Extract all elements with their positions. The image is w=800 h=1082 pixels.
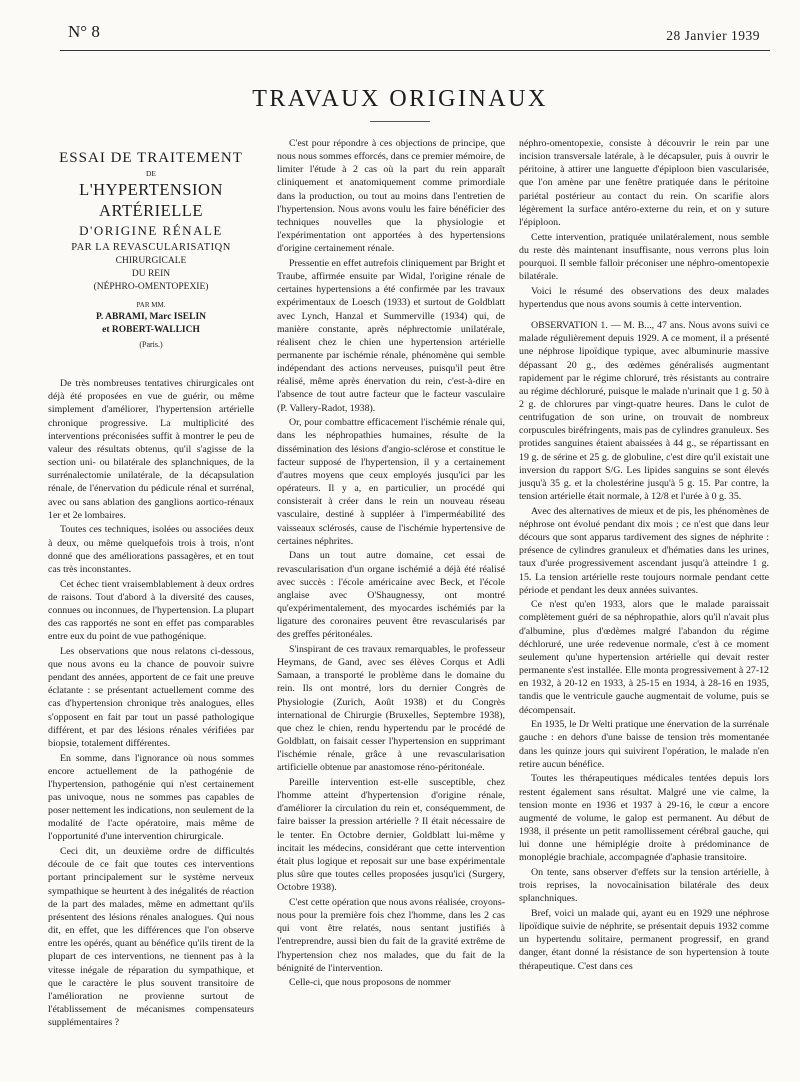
paragraph: Les observations que nous relatons ci-dessous, que nous avons eu la chance de pouvoir suivre pendant des années, apportent de ce fait une preuve éclatante : se présentant actuellement comme des cas d'hypertension chronique très analogues, elles s'opposent en fait par tout un passé pathologique différent, et par des lésions rénales vérifiées par biopsie, totalement différentes. [48,645,254,749]
column-3 [519,137,769,973]
column-2 [277,137,505,990]
paragraph: Voici le résumé des observations des deux malades hypertendus que nous avons soumis à cette intervention. [519,285,769,310]
article-title-line: DU REIN [131,269,171,279]
paragraph: Toutes les thérapeutiques médicales tentées depuis lors restent également sans résultat. Malgré une vie calme, la tension monte en 1936 et 1937 à 29-16, le cœur a encore augmenté de volume, le galop est permanent. Au début de 1938, il présente un petit ramollissement cérébral gauche, qui lui donne une hémiplégie droite à prédominance de monoplégie brachiale, accompagnée d'aphasie transitoire. [519,773,769,864]
paragraph: Celle-ci, que nous proposons de nommer [289,977,451,989]
paragraph: Cette intervention, pratiquée unilatéralement, nous semble du reste dès maintenant insuffisante, nous verrons plus loin pourquoi. Il semble falloir préconiser une néphro-omentopexie bilatérale. [519,231,769,283]
paragraph: Pressentie en effet autrefois cliniquement par Bright et Traube, affirmée ensuite par Widal, l'origine rénale de certaines hypertensions a été confirmée par les travaux expérimentaux de Loesch (1933) et surtout de Goldblatt avec Lynch, Hanzal et Summerville (1934) qui, de manière constante, après néphrectomie unilatérale, réalisent chez le chien une hypertension artérielle permanente par ischémie rénale, phénomène qui semble indépendant des actions nerveuses, puisqu'il peut être réalisé, même après énervation du rein, c'est-à-dire en l'absence de tout autre facteur que le facteur vasculaire (P. Vallery-Radot, 1938). [277,257,505,414]
paragraph: S'inspirant de ces travaux remarquables, le professeur Heymans, de Gand, avec ses élèves Corqus et Adli Samaan, a transporté le problème dans le domaine du rein. Ils ont montré, lors du dernier Congrès de Physiologie (Zurich, Août 1938) et du Congrès international de Chirurgie (Bruxelles, Septembre 1938), que chez le chien, rendu hypertendu par le procédé de Goldblatt, on faisait cesser l'hypertension en supprimant l'ischémie rénale, grâce à une revascularisation artificielle obtenue par anastomose réno-péritonéale. [277,643,505,774]
issue-number: N° 8 [68,22,100,41]
paragraph: C'est cette opération que nous avons réalisée, croyons-nous pour la première fois chez l'homme, dans les 2 cas qui vont être relatés, nous sentant justifiés à l'entreprendre, aussi bien du fait de la gravité extrême de l'hypertension chez nos malades, que du fait de la bénignité de l'intervention. [277,896,505,974]
section-title-underline [370,121,430,122]
header-rule [60,50,770,51]
article-authors: P. ABRAMI, Marc ISELIN [95,312,207,322]
section-title: TRAVAUX ORIGINAUX [252,86,548,112]
paragraph: OBSERVATION 1. — M. B..., 47 ans. Nous avons suivi ce malade régulièrement depuis 1929. A ce moment, il a présenté une néphrose lipoïdique typique, avec albuminurie massive dépassant 20 g., des œdèmes généralisés augmentant rapidement par le régime chloruré, très résistants au contraire au régime déchloruré, puisque le malade n'urinait que 1 g. 50 à 2 g. de chlorures par vingt-quatre heures. Dans le culot de centrifugation de son urine, on trouvait de nombreux corpuscules biréfringents, mais pas de cylindres granuleux. Ses protides sanguines étaient abaissées à 44 g., se répartissant en 19 g. de sérine et 25 g. de globuline, c'est dire qu'il existait une inversion du rapport S/G. Les lipides sanguins se sont élevés jusqu'à 35 g. et la cholestérine jusqu'à 5 g. 15. Par contre, la tension artérielle était normale, à 12/8 et l'urée à 0 g. 35. [519,320,769,503]
article-title-line: PAR LA REVASCULARISATIQN [71,242,231,253]
article-authors: et ROBERT-WALLICH [102,325,200,335]
article-title-line: ESSAI DE TRAITEMENT [59,150,243,166]
paragraph: Or, pour combattre efficacement l'ischémie rénale qui, dans les néphropathies humaines, résulte de la dissémination des lésions d'angio-sclérose et constitue le facteur supposé de l'hypertension, il y a certainement d'autres moyens que ceux employés jusqu'ici par les opérateurs. Il y a, en particulier, un procédé qui consisterait à créer dans le rein un nouveau réseau vasculaire, destiné à suppléer à l'imperméabilité des vaisseaux sclérosés, cause de l'ischémie hypertensive de certaines néphrites. [277,417,505,547]
paragraph: En somme, dans l'ignorance où nous sommes encore actuellement de la pathogénie de l'hypertension, pathogénie qui n'est certainement pas univoque, nous ne sommes pas capables de poser nettement les indications, non seulement de la modalité de l'acte opératoire, mais même de l'opportunité d'une intervention chirurgicale. [48,752,254,843]
article-title-line: CHIRURGICALE [115,256,187,266]
article-by: PAR MM. [136,301,166,309]
paragraph: Toutes ces techniques, isolées ou associées deux à deux, ou même quelquefois trois à trois, n'ont donné que des améliorations passagères, et en tout cas très inconstantes. [48,524,254,575]
paragraph: Dans un tout autre domaine, cet essai de revascularisation d'un organe ischémié a déjà été réalisé avec succès : l'école américaine avec Beck, et l'école anglaise avec O'Shaugnessy, ont montré qu'expérimentalement, des myocardes ischémiés par la ligature des coronaires peuvent être revascularisés par des greffes péritonéales. [277,550,505,641]
article-title-line: ARTÉRIELLE [99,201,203,220]
paragraph: C'est pour répondre à ces objections de principe, que nous nous sommes efforcés, dans ce premier mémoire, de limiter l'étude à 2 cas où la part du rein apparaît cliniquement et anatomiquement comme primordiale dans la production, ou tout au moins dans l'entretien de l'hypertension. Nous avons voulu les faire bénéficier des techniques nouvelles que la physiologie et l'expérimentation ont apportées à des hypertensions d'origine certainement rénale. [277,138,505,255]
paragraph: De très nombreuses tentatives chirurgicales ont déjà été proposées en vue de guérir, ou même simplement d'améliorer, l'hypertension artérielle chronique progressive. La multiplicité des interventions préconisées suffit à montrer le peu de valeur des résultats obtenus, qu'il s'agisse de la section uni- ou bilatérale des splanchniques, de la surrénalectomie unilatérale, de la décapsulation rénale, de l'énervation du pédicule rénal et surrénal, avec ou sans ablation des ganglions aortico-rénaux 1er et 2e lombaires. [48,378,254,521]
paragraph: Avec des alternatives de mieux et de pis, les phénomènes de néphrose ont évolué pendant dix mois ; ce n'est que dans leur décours que sont apparus tardivement des signes de néphrite : présence de cylindres granuleux et d'hématies dans les urines, taux d'urée progressivement ascendant jusqu'à atteindre 1 g. 15. La tension artérielle reste toujours normale pendant cette période et pendant les deux années suivantes. [519,505,769,596]
article-title-line: D'ORIGINE RÉNALE [79,223,223,238]
article-title-line: DE [146,169,156,178]
paragraph: Cet échec tient vraisemblablement à deux ordres de raisons. Tout d'abord à la diversité des causes, connues ou inconnues, de l'hypertension. La plupart des cas rapportés ne sont en effet pas comparables entre eux du point de vue pathogénique. [48,578,254,643]
paragraph: Ce n'est qu'en 1933, alors que le malade paraissait complètement guéri de sa néphropathie, alors qu'il n'avait plus d'albumine, plus d'œdèmes malgré l'abandon du régime déchloruré, une urée redevenue normale, c'est à ce moment seulement qu'une hypertension artérielle qui devait rester permanente s'est installée. Elle monta progressivement à 27-12 en 1932, à 20-12 en 1933, à 25-15 en 1934, à 28-16 en 1935, tandis que le ventricule gauche augmentait de volume, puis se décompensait. [519,599,769,716]
column-1 [48,137,254,1029]
column-1-body [48,377,254,1029]
paragraph: On tente, sans observer d'effets sur la tension artérielle, à trois reprises, la novocaïnisation bilatérale des deux splanchniques. [519,866,769,905]
paragraph: Pareille intervention est-elle susceptible, chez l'homme atteint d'hypertension d'origine rénale, d'améliorer la circulation du rein et, conséquemment, de faire baisser la pression artérielle ? Il était nécessaire de le tenter. En Octobre dernier, Goldblatt lui-même y incitait les médecins, considérant que cette intervention était plus logique et reposait sur une base expérimentale plus sûre que toutes celles proposées jusqu'ici (Surgery, Octobre 1938). [277,777,505,894]
article-heading [48,149,254,351]
article-title-line: (NÉPHRO-OMENTOPEXIE) [93,282,209,292]
article-title-line: L'HYPERTENSION [79,180,223,199]
article-city: (Paris.) [139,340,163,349]
paragraph: En 1935, le Dr Welti pratique une énervation de la surrénale gauche : en dehors d'une baisse de tension très momentanée dans les quinze jours qui suivirent l'opération, le malade n'en retire aucun bénéfice. [519,719,769,770]
paragraph: Bref, voici un malade qui, ayant eu en 1929 une néphrose lipoïdique suivie de néphrite, se présentait depuis 1932 comme un hypertendu solitaire, permanent progressif, en grand danger, étant donné la résistance de son hypertension à toute thérapeutique. C'est dans ces [519,907,769,972]
paragraph: néphro-omentopexie, consiste à découvrir le rein par une incision transversale latérale, à le décapsuler, puis à ouvrir le péritoine, à attirer une languette d'épiploon bien vascularisée, que l'on amène par une fenêtre pratiquée dans le péritoine pariétal postérieur au contact du rein. On scarifie alors légèrement la surface antéro-externe du rein, et on y suture l'épiploon. [519,138,769,228]
paragraph: Ceci dit, un deuxième ordre de difficultés découle de ce fait que toutes ces interventions portant principalement sur le système nerveux sympathique se heurtent à des inégalités de réaction de la part des malades, même en admettant qu'ils présentent des lésions rénales analogues. Qui nous dit, en effet, que les différences que l'on observe entre les opérés, quant au bénéfice qu'ils tirent de la plupart de ces interventions, ne tiennent pas à la vitesse inégale de réparation du sympathique, et que le caractère le plus souvent transitoire de l'amélioration ne provienne surtout de l'établissement de mécanismes compensateurs supplémentaires ? [48,846,254,1029]
issue-date: 28 Janvier 1939 [666,28,760,43]
